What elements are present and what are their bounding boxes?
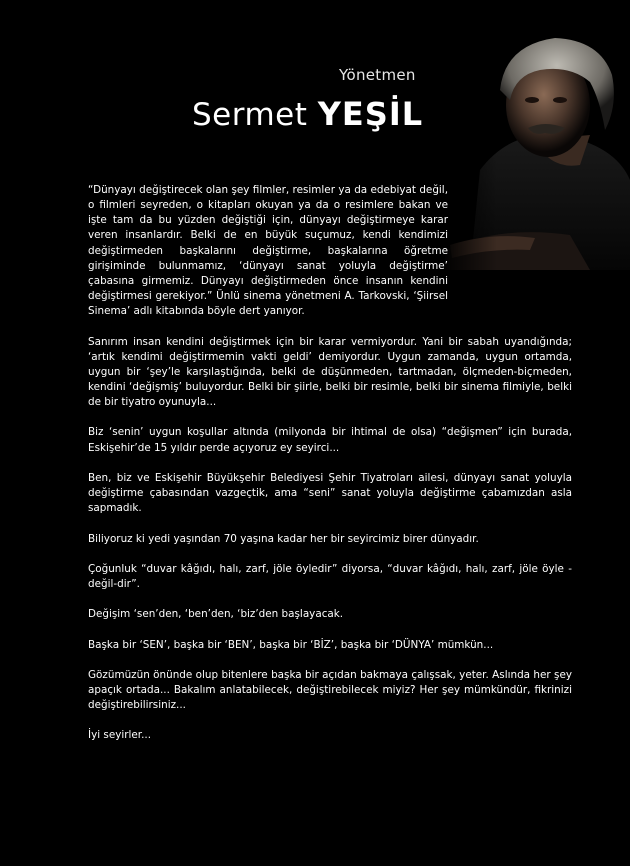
- paragraph: Çoğunluk “duvar kâğıdı, halı, zarf, jöle öyledir” diyorsa, “duvar kâğıdı, halı, zarf, jöle öyle -değil-dir”.: [88, 562, 572, 590]
- paragraph-closing: İyi seyirler...: [88, 729, 152, 742]
- header-role: Yönetmen: [339, 66, 416, 84]
- director-name: [192, 95, 423, 133]
- paragraph: Biz ‘senin’ uygun koşullar altında (milyonda bir ihtimal de olsa) “değişmen” için burada, Eskişehir’de 15 yıldır perde açıyoruz ey seyirci...: [88, 426, 572, 454]
- paragraph: Biliyoruz ki yedi yaşından 70 yaşına kadar her bir seyircimiz birer dünyadır.: [88, 532, 479, 545]
- paragraph-quote: “Dünyayı değiştirecek olan şey filmler, resimler ya da edebiyat değil, o filmleri seyreden, o kitapları okuyan ya da o resimlere bakan ve işte tam da bu yüzden değiştiği için, dünyayı değiştirmeye karar veren insanlardır. Belki de en büyük suçumuz, kendi kendimizi değiştirmeden başkalarını değiştirme, başkalarına öğretme girişiminde bulunmamız, ‘dünyayı sanat yoluyla değiştirme’ çabasına girmemiz. Dünyayı değiştirmeden önce insanın kendini değiştirmesi gerekiyor.” Ünlü sinema yönetmeni A. Tarkovski, ‘Şiirsel Sinema’ adlı kitabında böyle dert yanıyor.: [88, 184, 448, 318]
- paragraph: Sanırım insan kendini değiştirmek için bir karar vermiyordur. Yani bir sabah uyandığında; ‘artık kendimi değiştirmemin vakti geldi’ demiyordur. Uygun zamanda, uygun ortamda, uygun bir ‘şey’le karşılaştığında, belki de düşünmeden, tartmadan, ölçmeden-biçmeden, kendini ‘değişmiş’ buluyordur. Belki bir şiirle, belki bir resimle, belki bir sinema filmiyle, belki de bir tiyatro oyunuyla...: [88, 335, 572, 409]
- first-name: Sermet: [192, 97, 308, 133]
- paragraph: Gözümüzün önünde olup bitenlere başka bir açıdan bakmaya çalışsak, yeter. Aslında her şey apaçık ortada... Bakalım anlatabilecek, değiştirebilecek miyiz? Her şey mümkündür, fikrinizi değiştirebilirsiniz...: [88, 668, 572, 712]
- paragraph: Başka bir ‘SEN’, başka bir ‘BEN’, başka bir ‘BİZ’, başka bir ‘DÜNYA’ mümkün...: [88, 638, 494, 651]
- paragraph: Ben, biz ve Eskişehir Büyükşehir Belediyesi Şehir Tiyatroları ailesi, dünyayı sanat yoluyla değiştirme çabasından vazgeçtik, ama “seni” sanat yoluyla değiştirme çabamızdan asla sapmadık.: [88, 471, 572, 515]
- last-name: YEŞİL: [317, 95, 424, 133]
- article-body: [88, 183, 572, 759]
- paragraph: Değişim ‘sen’den, ‘ben’den, ‘biz’den başlayacak.: [88, 608, 344, 621]
